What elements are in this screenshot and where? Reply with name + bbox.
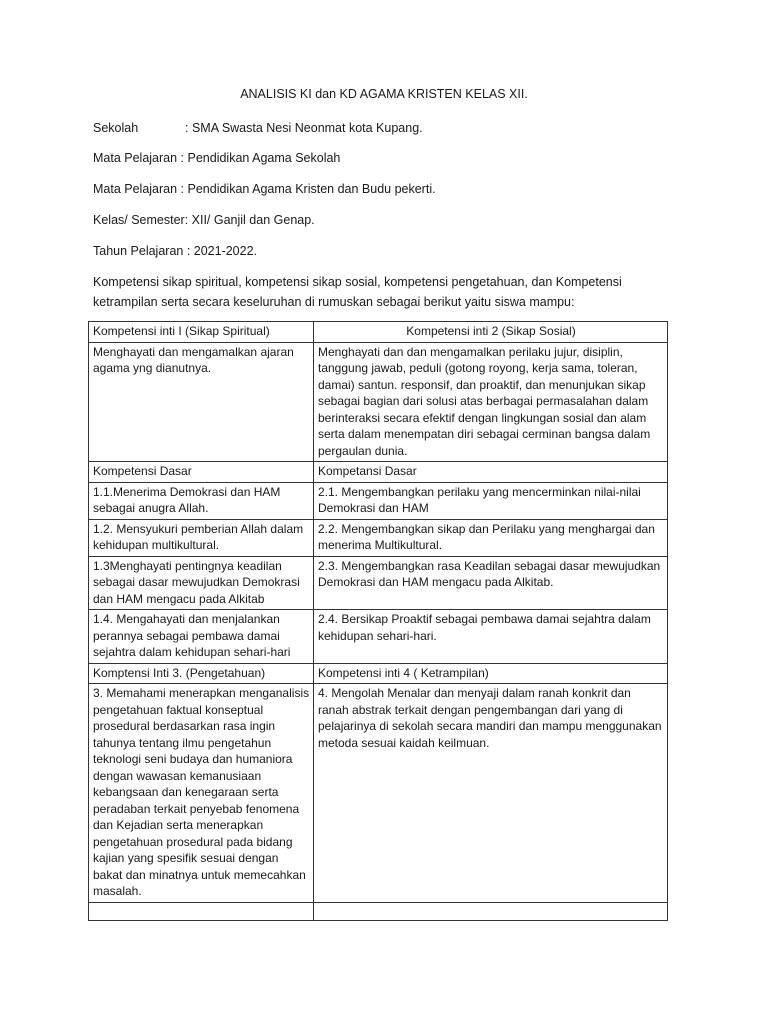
kd-row: [89, 556, 668, 610]
kd-row: [89, 519, 668, 556]
ki-content-row: [89, 342, 668, 462]
subject-line-2: Mata Pelajaran : Pendidikan Agama Kristen dan Budu pekerti.: [93, 182, 436, 196]
empty-row: [89, 902, 668, 920]
kd-left-cell: 1.1.Menerima Demokrasi dan HAM sebagai anugra Allah.: [89, 482, 314, 519]
subject-line-1: Mata Pelajaran : Pendidikan Agama Sekolah: [93, 151, 341, 165]
ki4-text: 4. Mengolah Menalar dan menyaji dalam ranah konkrit dan ranah abstrak terkait dengan pengembangan dari yang di pelajarinya di sekolah secara mandiri dan mampu menggunakan metoda sesuai kaidah keilmuan.: [314, 684, 668, 903]
kd-row: [89, 610, 668, 664]
school-value: : SMA Swasta Nesi Neonmat kota Kupang.: [185, 121, 423, 135]
empty-cell: [89, 902, 314, 920]
school-year-line: Tahun Pelajaran : 2021-2022.: [93, 244, 258, 258]
kd-right-cell: 2.4. Bersikap Proaktif sebagai pembawa damai sejahtra dalam kehidupan sehari-hari.: [314, 610, 668, 664]
kd-right-cell: 2.3. Mengembangkan rasa Keadilan sebagai dasar mewujudkan Demokrasi dan HAM mengacu pada Alkitab.: [314, 556, 668, 610]
kd-left-cell: 1.3Menghayati pentingnya keadilan sebagai dasar mewujudkan Demokrasi dan HAM mengacu pada Alkitab: [89, 556, 314, 610]
ki3-header: Komptensi Inti 3. (Pengetahuan): [89, 663, 314, 684]
school-label: Sekolah: [93, 121, 139, 135]
ki1-header: Kompetensi inti I (Sikap Spiritual): [89, 322, 314, 343]
competency-table: [88, 321, 668, 921]
kd-right-cell: 2.1. Mengembangkan perilaku yang mencerminkan nilai-nilai Demokrasi dan HAM: [314, 482, 668, 519]
ki4-header: Kompetensi inti 4 ( Ketrampilan): [314, 663, 668, 684]
ki34-header-row: [89, 663, 668, 684]
kd-right-cell: 2.2. Mengembangkan sikap dan Perilaku yang menghargai dan menerima Multikultural.: [314, 519, 668, 556]
kd-left-cell: 1.4. Mengahayati dan menjalankan perannya sebagai pembawa damai sejahtra dalam kehidupan sehari-hari: [89, 610, 314, 664]
kd-row: [89, 482, 668, 519]
ki3-text: 3. Memahami menerapkan menganalisis pengetahuan faktual konseptual prosedural berdasarkan rasa ingin tahunya tentang ilmu pengetahun teknologi seni budaya dan humaniora dengan wawasan kemanusiaan kebangsaan dan kenegaraan serta peradaban terkait penyebab fenomena dan Kejadian serta menerapkan pengetahuan prosedural pada bidang kajian yang spesifik sesuai dengan bakat dan minatnya untuk memecahkan masalah.: [89, 684, 314, 903]
ki2-text: Menghayati dan dan mengamalkan perilaku jujur, disiplin, tanggung jawab, peduli (gotong royong, kerja sama, toleran, damai) santun. responsif, dan proaktif, dan menunjukan sikap sebagai bagian dari solusi atas berbagai permasalahan dalam berinteraksi secara efektif dengan lingkungan sosial dan alam serta dalam menempatan diri sebagai cerminan bangsa dalam pergaulan dunia.: [314, 342, 668, 462]
school-line: [93, 121, 423, 135]
ki34-content-row: [89, 684, 668, 903]
intro-paragraph: Kompetensi sikap spiritual, kompetensi sikap sosial, kompetensi pengetahuan, dan Kompetensi ketrampilan serta secara keseluruhan di rumuskan sebagai berikut yaitu siswa mampu:: [93, 275, 622, 309]
kd-left-cell: 1.2. Mensyukuri pemberian Allah dalam kehidupan multikultural.: [89, 519, 314, 556]
ki1-text: Menghayati dan mengamalkan ajaran agama yng dianutnya.: [89, 342, 314, 462]
kd1-header: Kompetensi Dasar: [89, 462, 314, 483]
class-semester-line: Kelas/ Semester: XII/ Ganjil dan Genap.: [93, 213, 315, 227]
ki-header-row: [89, 322, 668, 343]
empty-cell: [314, 902, 668, 920]
kd-header-row: [89, 462, 668, 483]
ki2-header: Kompetensi inti 2 (Sikap Sosial): [314, 322, 668, 343]
document-title: ANALISIS KI dan KD AGAMA KRISTEN KELAS XII.: [240, 87, 528, 101]
kd2-header: Kompetansi Dasar: [314, 462, 668, 483]
